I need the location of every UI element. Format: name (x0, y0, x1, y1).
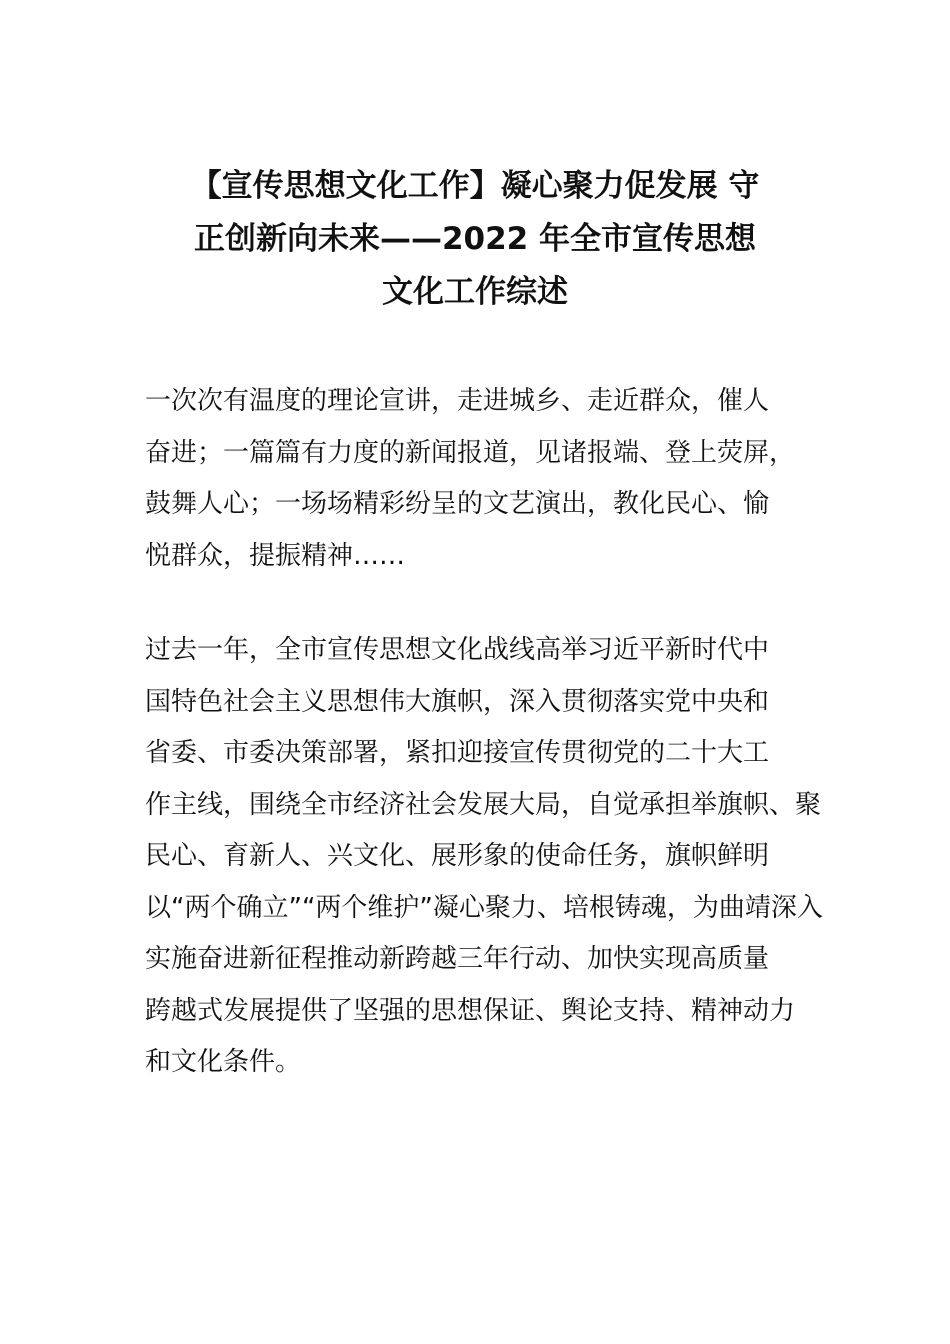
paragraph-line: 奋进；一篇篇有力度的新闻报道，见诸报端、登上荧屏， (145, 437, 796, 468)
paragraph-line: 悦群众，提振精神…… (145, 540, 406, 571)
paragraph-line: 过去一年，全市宣传思想文化战线高举习近平新时代中 (145, 635, 770, 665)
title-line: 文化工作综述 (382, 274, 568, 310)
paragraph-line: 鼓舞人心；一场场精彩纷呈的文艺演出，教化民心、愉 (145, 489, 770, 519)
paragraph-line: 作主线，围绕全市经济社会发展大局，自觉承担举旗帜、聚 (145, 789, 822, 820)
paragraph-line: 一次次有温度的理论宣讲，走进城乡、走近群众，催人 (145, 386, 770, 416)
paragraph-line: 以“两个确立”“两个维护”凝心聚力、培根铸魂，为曲靖深入 (145, 892, 823, 923)
summary-paragraph (145, 625, 825, 1089)
paragraph-line: 国特色社会主义思想伟大旗帜，深入贯彻落实党中央和 (145, 686, 770, 717)
paragraph-line: 实施奋进新征程推动新跨越三年行动、加快实现高质量 (145, 944, 770, 974)
title-line: 【宣传思想文化工作】凝心聚力促发展 守 (190, 168, 760, 204)
intro-paragraph (145, 376, 825, 582)
paragraph-line: 民心、育新人、兴文化、展形象的使命任务，旗帜鲜明 (145, 841, 770, 871)
document-title (140, 160, 810, 319)
paragraph-line: 和文化条件。 (145, 1047, 302, 1077)
title-line: 正创新向未来——2022 年全市宣传思想 (193, 221, 757, 257)
paragraph-line: 跨越式发展提供了坚强的思想保证、舆论支持、精神动力 (145, 995, 796, 1026)
paragraph-line: 省委、市委决策部署，紧扣迎接宣传贯彻党的二十大工 (145, 738, 770, 768)
